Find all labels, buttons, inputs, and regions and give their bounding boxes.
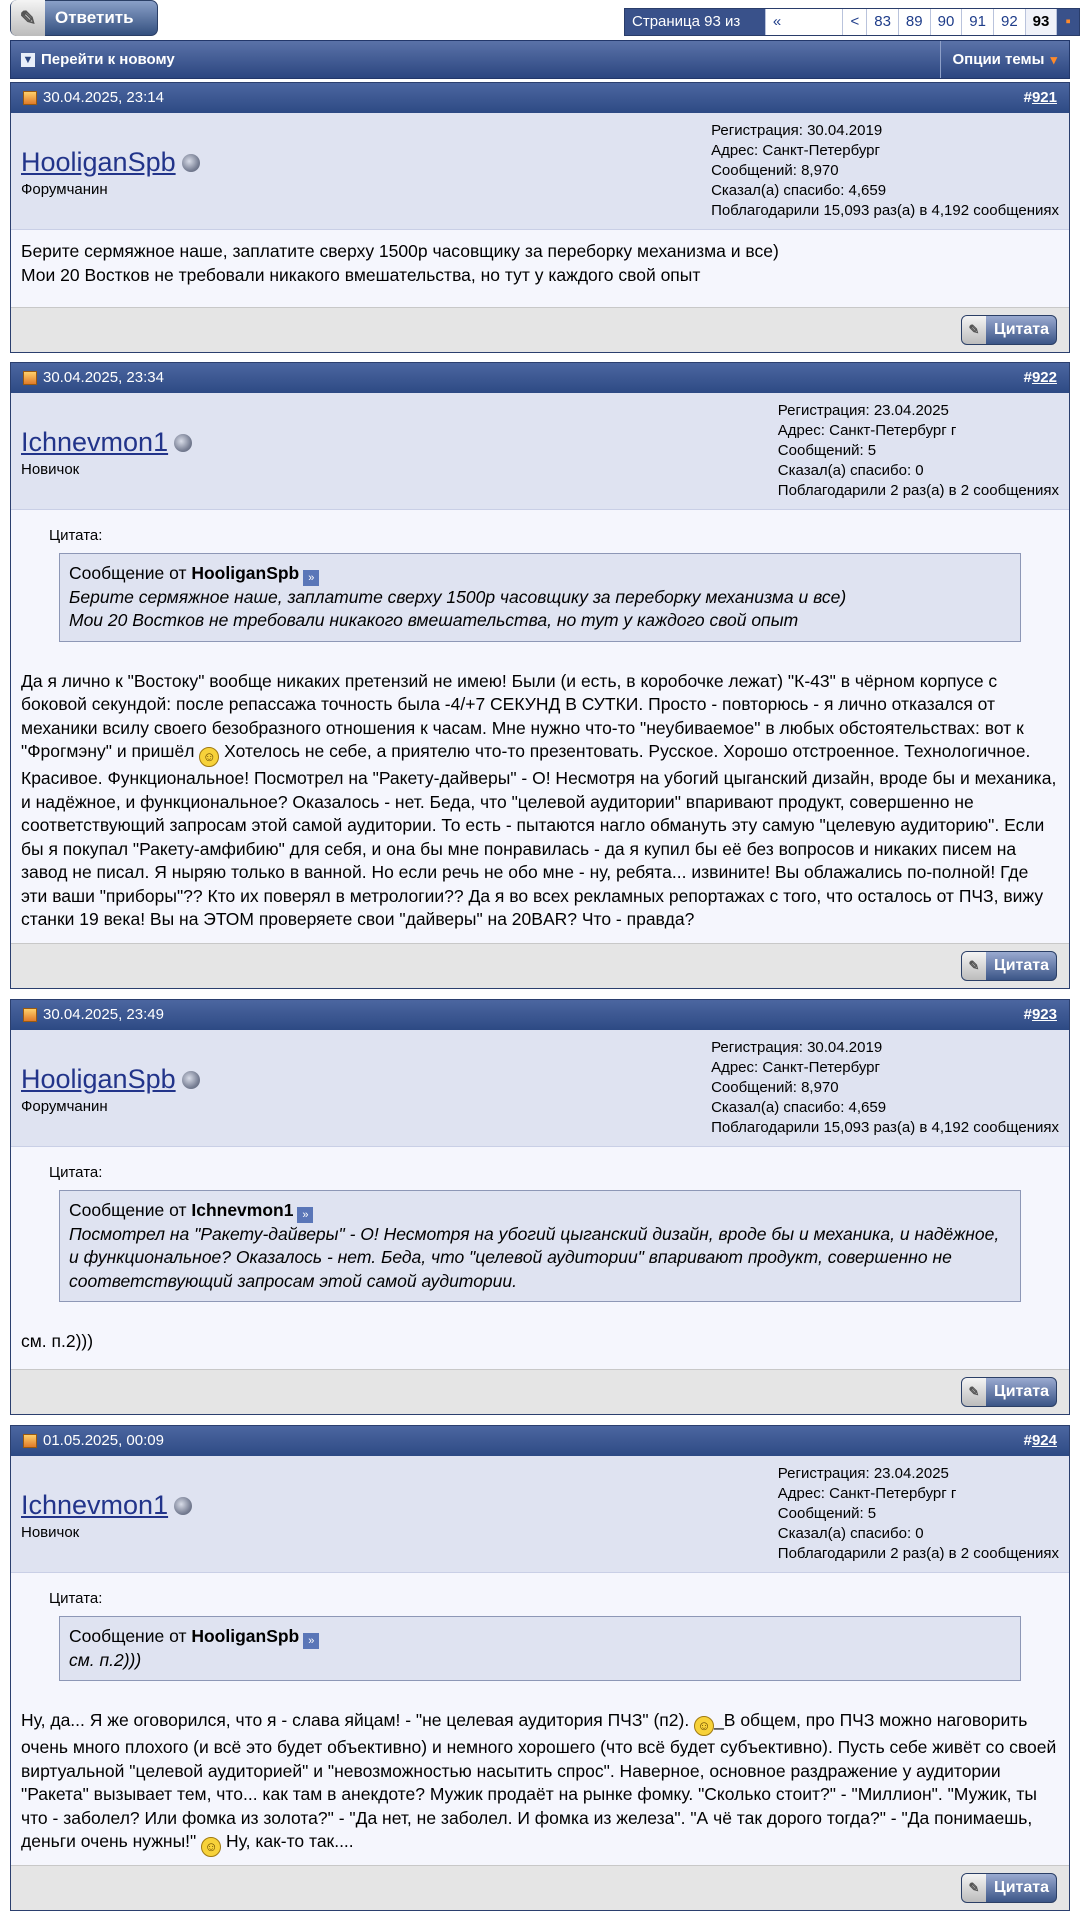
quote-author: HooliganSpb xyxy=(191,562,300,583)
quote-label: Цитата: xyxy=(49,1164,103,1181)
page-current: 93 xyxy=(1025,9,1057,35)
user-stat: Сказал(а) спасибо: 0 xyxy=(777,1525,924,1542)
post-text: см. п.2))) xyxy=(21,1331,94,1351)
smile-icon: ☺ xyxy=(201,1837,221,1857)
post-header xyxy=(11,83,1069,113)
post-date: 30.04.2025, 23:49 xyxy=(43,1006,164,1023)
offline-status-icon xyxy=(174,434,192,452)
arrow-down-icon: ▼ xyxy=(22,53,34,66)
user-stat: Регистрация: 23.04.2025 xyxy=(777,402,949,419)
smile-icon: ☺ xyxy=(199,747,219,767)
quote-author: Ichnevmon1 xyxy=(191,1199,294,1220)
page-link[interactable]: 83 xyxy=(866,9,898,35)
quote-button[interactable] xyxy=(961,315,1057,345)
page-first-link[interactable]: « xyxy=(765,9,843,35)
username-link[interactable]: Ichnevmon1 xyxy=(21,427,192,458)
user-stat: Поблагодарили 15,093 раз(а) в 4,192 сообщениях xyxy=(711,202,1059,219)
post-footer xyxy=(11,1369,1069,1414)
pencil-icon: ✎ xyxy=(962,1378,986,1406)
reply-button-label: Ответить xyxy=(55,8,134,27)
quote-block xyxy=(59,553,1021,642)
user-stat: Сообщений: 8,970 xyxy=(711,162,839,179)
post-date: 30.04.2025, 23:14 xyxy=(43,89,164,106)
user-title: Форумчанин xyxy=(21,181,108,198)
view-post-icon[interactable]: » xyxy=(303,570,319,586)
post xyxy=(10,1425,1070,1911)
quote-text: Посмотрел на "Ракету-дайверы" - О! Несмотря на убогий цыганский дизайн, вроде бы и механика, и надёжное, и функциональное? Оказалось - нет. Беда, что "целевой аудитории" впаривают продукт, совершенно не соответствующий запросам этой самой аудитории. xyxy=(69,1223,1000,1291)
quote-text: Мои 20 Востков не требовали никакого вмешательства, но тут у каждого свой опыт xyxy=(69,610,799,630)
user-stats xyxy=(711,121,1059,221)
user-stat: Сообщений: 5 xyxy=(777,442,877,459)
user-stat: Сообщений: 8,970 xyxy=(711,1079,839,1096)
quote-button-label: Цитата xyxy=(994,1879,1049,1896)
view-post-icon[interactable]: » xyxy=(303,1633,319,1649)
view-post-icon[interactable]: » xyxy=(297,1207,313,1223)
quote-author-line: Сообщение от HooliganSpb » xyxy=(69,562,1011,586)
user-stat: Адрес: Санкт-Петербург г xyxy=(777,422,957,439)
quote-button-label: Цитата xyxy=(994,1383,1049,1400)
post xyxy=(10,999,1070,1415)
quote-block xyxy=(59,1616,1021,1682)
post-header xyxy=(11,1000,1069,1030)
user-stat: Поблагодарили 15,093 раз(а) в 4,192 сообщениях xyxy=(711,1119,1059,1136)
thread-options-menu[interactable] xyxy=(940,41,1070,78)
user-stat: Адрес: Санкт-Петербург xyxy=(711,1059,880,1076)
post-icon xyxy=(23,91,37,105)
pencil-icon: ✎ xyxy=(11,0,45,36)
post xyxy=(10,362,1070,989)
user-stats xyxy=(778,1464,1059,1564)
user-stats xyxy=(711,1038,1059,1138)
quote-button[interactable] xyxy=(961,951,1057,981)
post xyxy=(10,82,1070,353)
user-title: Форумчанин xyxy=(21,1098,108,1115)
user-stat: Адрес: Санкт-Петербург xyxy=(711,142,880,159)
offline-status-icon xyxy=(182,154,200,172)
post-text: Ну, да... Я же оговорился, что я - слава яйцам! - "не целевая аудитория ПЧЗ" (п2). ☺ _В общем, про ПЧЗ можно наговорить очень много плохого (и всё это будет объективно) и немного хорошего (что всё будет субъективно). Пусть себе живёт со своей виртуальной "целевой аудиторией" и "невозможностью насытить спрос". Наверное, основное раздражение у аудитории "Ракета" вызывает тем, что... как там в анекдоте? Мужик продаёт на рынке фомку. "Сколько стоит?" - "Миллион". "Мужик, ты что - заболел? Или фомка из золота?" - "Да нет, не заболел. И фомка из железа". "А чё так дорого тогда?" - "Да понимаешь, деньги очень нужны!" ☺ Ну, как-то так.... xyxy=(21,1709,1059,1857)
post-number-link[interactable]: #922 xyxy=(1023,369,1057,386)
pencil-icon: ✎ xyxy=(962,316,986,344)
offline-status-icon xyxy=(174,1497,192,1515)
quote-button[interactable] xyxy=(961,1377,1057,1407)
goto-new-link[interactable] xyxy=(21,41,175,78)
post-icon xyxy=(23,1434,37,1448)
reply-button[interactable] xyxy=(10,0,158,36)
post-icon xyxy=(23,1008,37,1022)
pagination xyxy=(624,8,1080,36)
user-stat: Адрес: Санкт-Петербург г xyxy=(777,1485,957,1502)
user-stat: Сказал(а) спасибо: 4,659 xyxy=(711,1099,887,1116)
post-footer xyxy=(11,307,1069,352)
dropdown-icon: ▾ xyxy=(1050,52,1057,67)
post-body xyxy=(11,1147,1069,1364)
user-stats xyxy=(778,401,1059,501)
post-number-link[interactable]: #924 xyxy=(1023,1432,1057,1449)
goto-new-label: Перейти к новому xyxy=(41,51,175,68)
post-text-line: Берите сермяжное наше, заплатите сверху 1500р часовщику за переборку механизма и все) xyxy=(21,241,779,261)
page-jump-icon[interactable]: ▪ xyxy=(1056,9,1079,35)
pencil-icon: ✎ xyxy=(962,1874,986,1902)
post-date: 30.04.2025, 23:34 xyxy=(43,369,164,386)
user-stat: Сказал(а) спасибо: 4,659 xyxy=(711,182,887,199)
user-stat: Сказал(а) спасибо: 0 xyxy=(777,462,924,479)
thread-options-label: Опции темы xyxy=(952,51,1045,68)
quote-button-label: Цитата xyxy=(994,321,1049,338)
quote-label: Цитата: xyxy=(49,527,103,544)
page-link[interactable]: 92 xyxy=(993,9,1025,35)
user-info-bar xyxy=(11,1456,1069,1573)
user-stat: Поблагодарили 2 раз(а) в 2 сообщениях xyxy=(777,482,1059,499)
post-body xyxy=(11,230,1069,297)
post-number-link[interactable]: #923 xyxy=(1023,1006,1057,1023)
post-body xyxy=(11,1573,1069,1867)
post-text: Да я лично к "Востоку" вообще никаких претензий не имею! Были (и есть, в коробочке лежат) "К-43" в чёрном корпусе с боковой секундой: после репассажа точность была -4/+7 СЕКУНД В СУТКИ. Просто - повторюсь - я лично отказался от механики всилу своего безобразного отношения к часам. Мне нужно что-то "неубиваемое" в любых обстоятельствах: вот к "Фрогмэну" и пришёл ☺ Хотелось не себе, а приятелю что-то презентовать. Русское. Хорошо отстроенное. Технологичное. Красивое. Функциональное! Посмотрел на "Ракету-дайверы" - О! Несмотря на убогий цыганский дизайн, вроде бы и механика, и надёжное, и функциональное? Оказалось - нет. Беда, что "целевой аудитории" впаривают продукт, совершенно не соответствующий запросам этой самой аудитории. То есть - пытаются нагло обмануть эту самую "целевую аудиторию". Если бы я покупал "Ракету-амфибию" для себя, и она бы мне понравилась - да я купил бы её без вопросов и никаких писем на завод не писал. Я ныряю только в ванной. Но если речь не обо мне - ну, ребята... извините! Вы облажались по-полной! Где эти ваши "приборы"?? Кто их поверял в метрологии?? Да я во всех рекламных репортажах с того, что осталось от ПЧЗ, вижу станки 19 века! Вы на ЭТОМ проверяете свои "дайверы" на 20BAR? Что - правда? xyxy=(21,670,1057,929)
quote-button[interactable] xyxy=(961,1873,1057,1903)
user-info-bar xyxy=(11,113,1069,230)
page-prev-link[interactable]: < xyxy=(842,9,866,35)
quote-text: см. п.2))) xyxy=(69,1649,142,1670)
post-text-line: Мои 20 Востков не требовали никакого вмешательства, но тут у каждого свой опыт xyxy=(21,264,701,285)
quote-label: Цитата: xyxy=(49,1590,103,1607)
post-header xyxy=(11,1426,1069,1456)
username-link[interactable]: HooliganSpb xyxy=(21,147,200,178)
page-link[interactable]: 91 xyxy=(961,9,993,35)
user-title: Новичок xyxy=(21,1524,80,1541)
quote-author-line: Сообщение от HooliganSpb » xyxy=(69,1625,1011,1649)
page-link[interactable]: 90 xyxy=(930,9,962,35)
username-link[interactable]: Ichnevmon1 xyxy=(21,1490,192,1521)
post-header xyxy=(11,363,1069,393)
post-body xyxy=(11,510,1069,942)
smile-icon: ☺ xyxy=(694,1716,714,1736)
page-link[interactable]: 89 xyxy=(898,9,930,35)
quote-block xyxy=(59,1190,1021,1303)
user-stat: Регистрация: 30.04.2019 xyxy=(711,122,883,139)
quote-text: Берите сермяжное наше, заплатите сверху 1500р часовщику за переборку механизма и все) xyxy=(69,586,847,607)
username-link[interactable]: HooliganSpb xyxy=(21,1064,200,1095)
post-date: 01.05.2025, 00:09 xyxy=(43,1432,164,1449)
user-title: Новичок xyxy=(21,461,80,478)
pencil-icon: ✎ xyxy=(962,952,986,980)
post-icon xyxy=(23,371,37,385)
offline-status-icon xyxy=(182,1071,200,1089)
user-info-bar xyxy=(11,393,1069,510)
user-stat: Сообщений: 5 xyxy=(777,1505,877,1522)
quote-button-label: Цитата xyxy=(994,957,1049,974)
post-footer xyxy=(11,1865,1069,1910)
page-indicator[interactable]: Страница 93 из xyxy=(625,9,765,35)
quote-author: HooliganSpb xyxy=(191,1625,300,1646)
quote-author-line: Сообщение от Ichnevmon1 » xyxy=(69,1199,1011,1223)
thread-navbar xyxy=(10,40,1070,79)
user-stat: Регистрация: 30.04.2019 xyxy=(711,1039,883,1056)
user-stat: Регистрация: 23.04.2025 xyxy=(777,1465,949,1482)
post-footer xyxy=(11,943,1069,988)
post-number-link[interactable]: #921 xyxy=(1023,89,1057,106)
user-stat: Поблагодарили 2 раз(а) в 2 сообщениях xyxy=(777,1545,1059,1562)
user-info-bar xyxy=(11,1030,1069,1147)
